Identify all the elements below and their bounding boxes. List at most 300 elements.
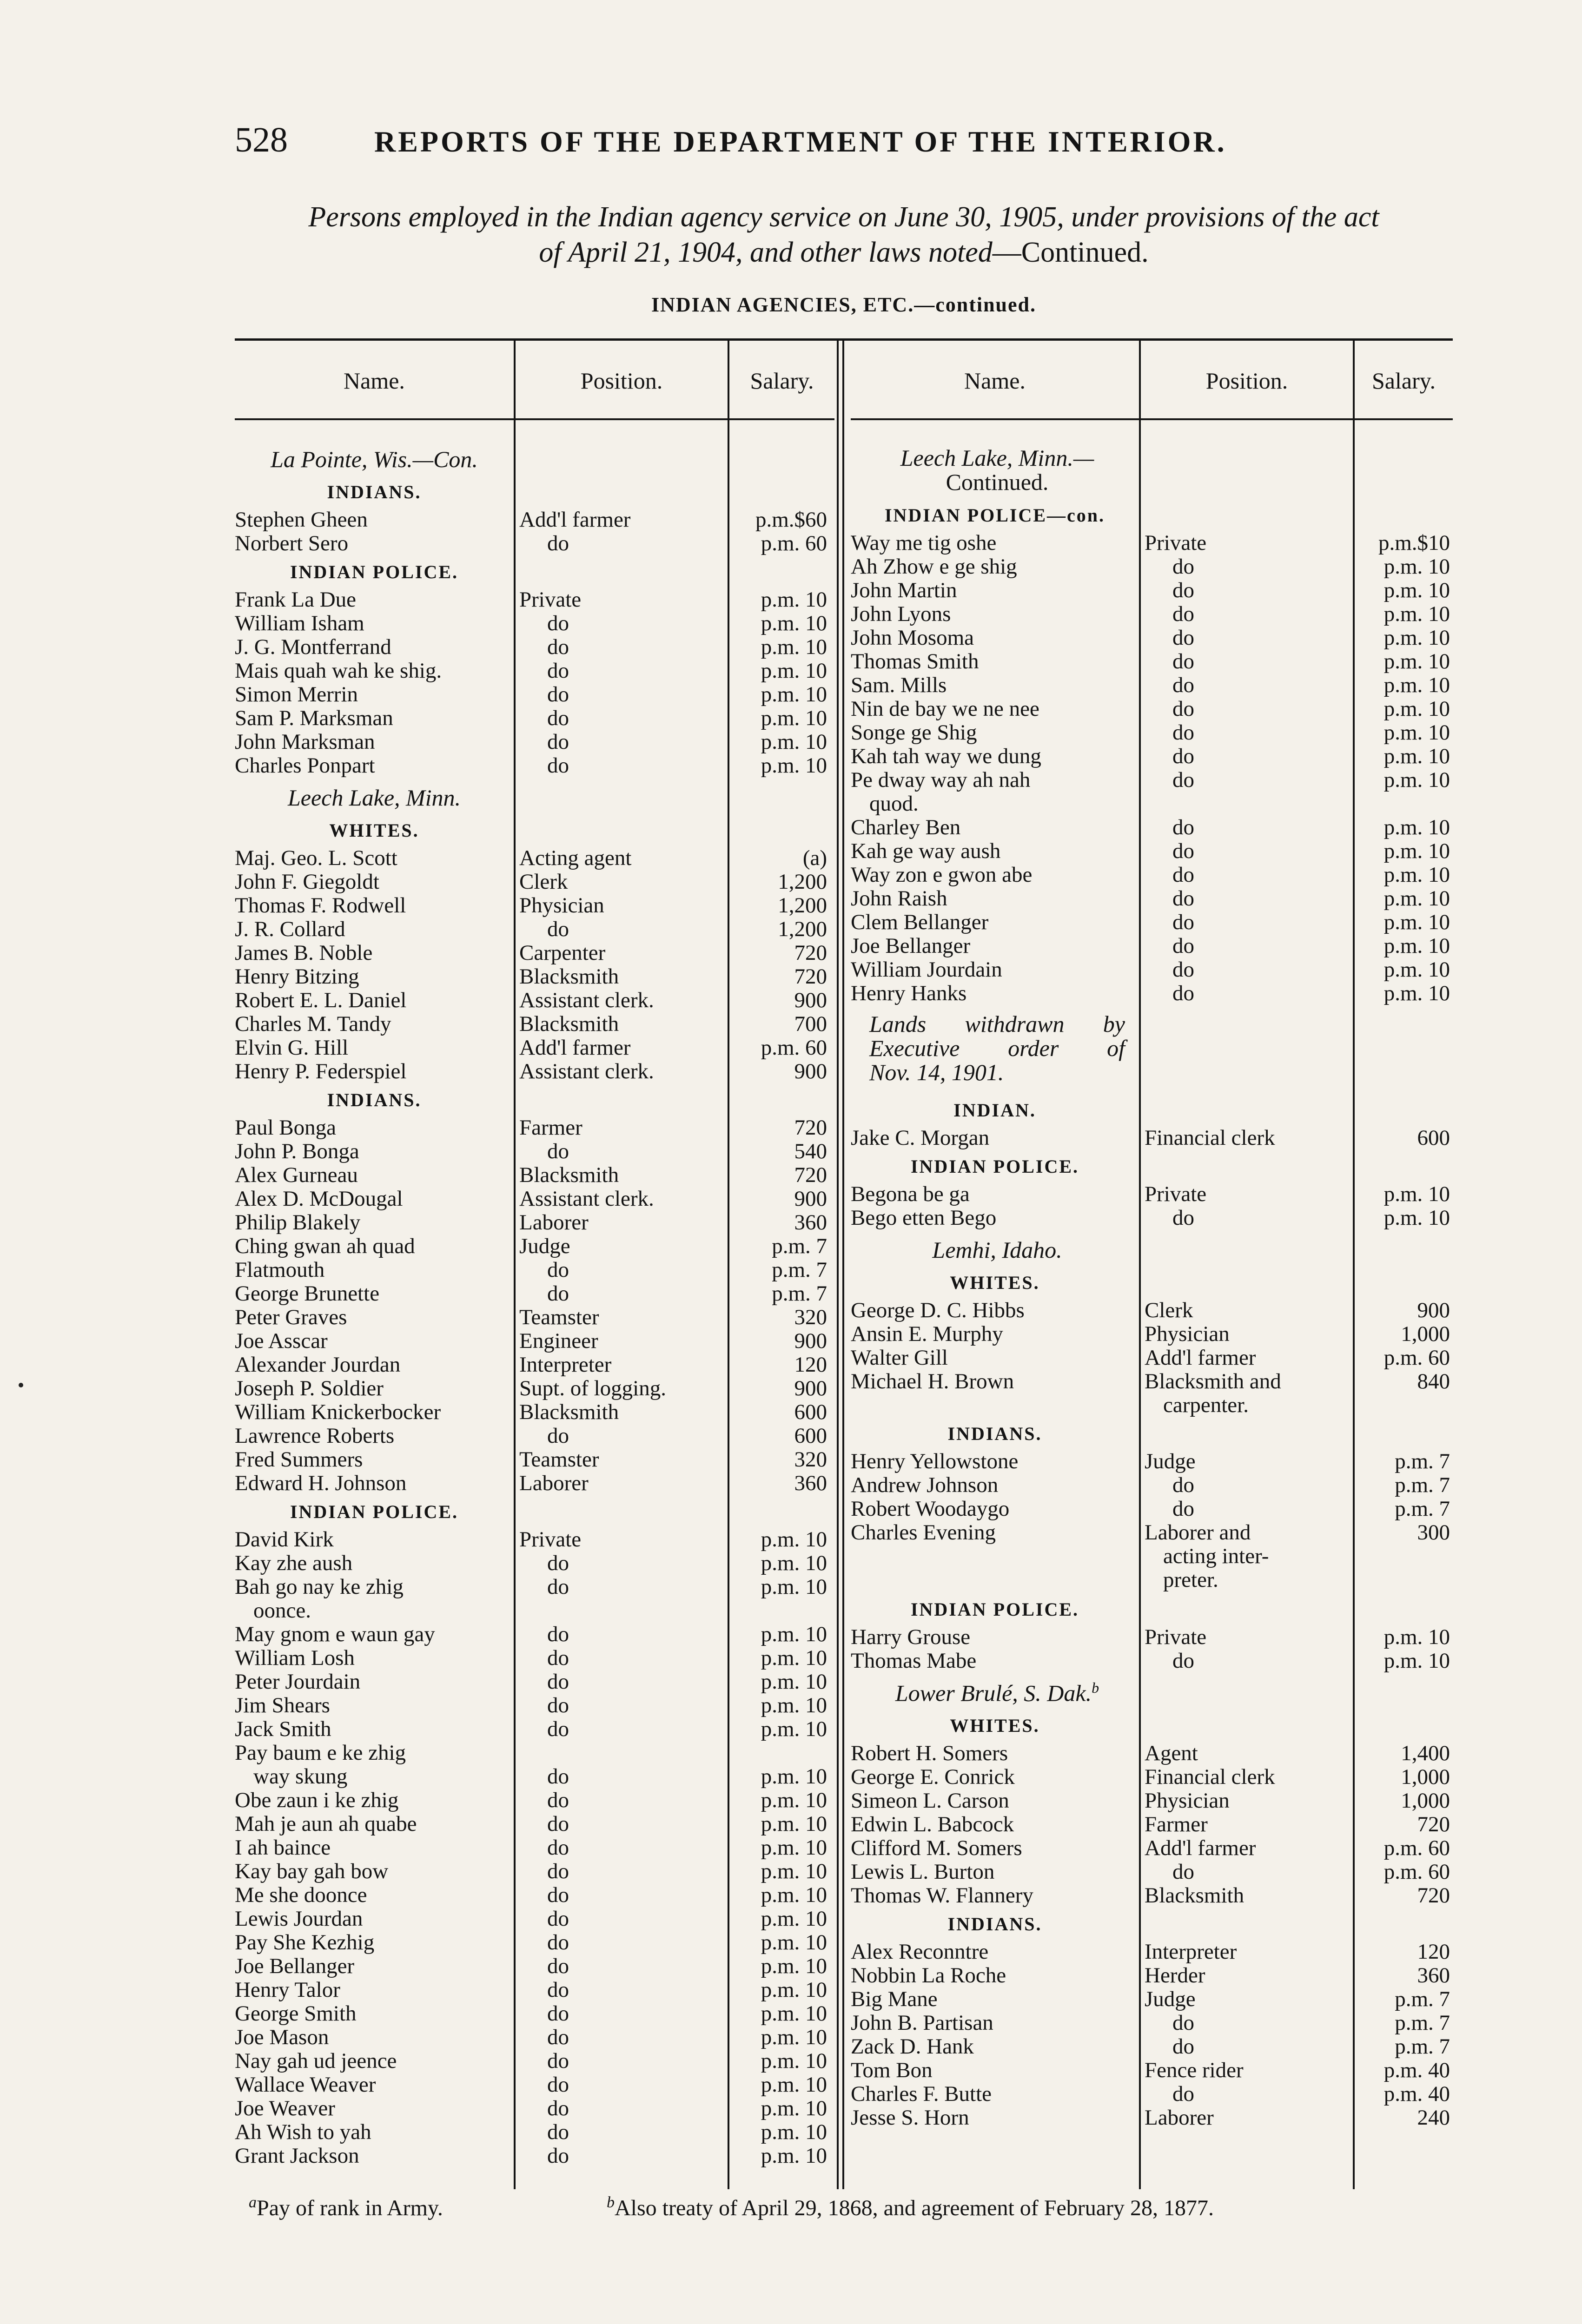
employee-name <box>851 2082 1135 2106</box>
employee-name-line: Ah Wish to yah <box>235 2120 371 2144</box>
table-row <box>851 1450 1453 1473</box>
table-row <box>235 1883 834 1907</box>
salary: p.m. 7 <box>772 1281 827 1306</box>
employee-name-line: Andrew Johnson <box>851 1473 999 1497</box>
table-title <box>235 200 1453 270</box>
salary: p.m. 10 <box>1383 1182 1450 1206</box>
employee-name-line: James B. Noble <box>235 941 373 965</box>
position-line: do <box>547 2144 569 2168</box>
employee-name <box>851 1299 1135 1322</box>
employee-name-line: Robert Woodaygo <box>851 1497 1010 1521</box>
salary: p.m. 7 <box>1395 1449 1450 1473</box>
employee-name <box>235 532 510 555</box>
position <box>1145 555 1349 579</box>
employee-name <box>235 1377 510 1400</box>
employee-name <box>235 1812 510 1836</box>
employee-name <box>235 870 510 894</box>
employee-name <box>851 1450 1135 1473</box>
employee-name-line: Charley Ben <box>851 816 961 839</box>
position <box>1145 839 1349 863</box>
salary: p.m. 10 <box>761 2073 827 2097</box>
position <box>519 508 724 532</box>
position-line: Blacksmith <box>519 1012 619 1036</box>
position-line: do <box>1172 1473 1194 1497</box>
position <box>1145 2106 1349 2130</box>
left-table-half <box>235 339 834 2189</box>
agency-heading <box>235 778 834 814</box>
employee-name-line: Philip Blakely <box>235 1211 361 1235</box>
position <box>519 1187 724 1211</box>
salary: p.m. 10 <box>1383 1649 1450 1673</box>
employee-name-line: Peter Jourdain <box>235 1670 361 1694</box>
table-row <box>851 2059 1453 2082</box>
position-line: do <box>547 1860 569 1883</box>
position-line: Carpenter <box>519 941 606 965</box>
employee-name-line: Kah ge way aush <box>851 839 1001 863</box>
employee-name-line: Thomas W. Flannery <box>851 1884 1033 1908</box>
table-row <box>851 1813 1453 1836</box>
table-row <box>235 612 834 635</box>
employee-name <box>235 1883 510 1907</box>
position-line: do <box>547 659 569 683</box>
table-row <box>851 1299 1453 1322</box>
table-row <box>851 911 1453 934</box>
employee-name <box>851 934 1135 958</box>
salary: 540 <box>794 1139 827 1163</box>
position <box>1145 1860 1349 1884</box>
table-row <box>235 1978 834 2002</box>
position-line: do <box>1172 721 1194 745</box>
table-row <box>235 1552 834 1575</box>
position <box>1145 1987 1349 2011</box>
employee-name-line: Pe dway way ah nah <box>851 768 1031 792</box>
position-line: Laborer and <box>1145 1521 1251 1545</box>
employee-name-line: Pay baum e ke zhig <box>235 1741 406 1765</box>
salary: 120 <box>1417 1940 1450 1964</box>
employee-name-line: Jack Smith <box>235 1717 331 1741</box>
position <box>1145 982 1349 1005</box>
footnote-b-mark: b <box>607 2194 615 2211</box>
salary: p.m. 10 <box>1383 886 1450 911</box>
table-row <box>235 1812 834 1836</box>
employee-name <box>851 1964 1135 1987</box>
salary: p.m. 10 <box>761 2096 827 2120</box>
position <box>1145 1182 1349 1206</box>
position <box>519 1400 724 1424</box>
salary: p.m. 7 <box>1395 1497 1450 1521</box>
table-row <box>851 579 1453 602</box>
employee-name <box>235 989 510 1012</box>
stray-mark <box>19 1383 23 1387</box>
salary: p.m. 10 <box>761 1717 827 1741</box>
employee-name <box>235 1931 510 1954</box>
employee-name-line: Jim Shears <box>235 1694 330 1717</box>
table-row <box>235 1670 834 1694</box>
position-line: Farmer <box>519 1116 582 1140</box>
position <box>519 2026 724 2049</box>
position-line: Supt. of logging. <box>519 1377 666 1400</box>
employee-name-line: Ching gwan ah quad <box>235 1235 415 1258</box>
position-line: do <box>547 612 569 635</box>
agency-heading-text <box>869 446 1125 494</box>
table-row <box>235 1282 834 1306</box>
salary: p.m. 10 <box>1383 697 1450 721</box>
position-line: Teamster <box>519 1448 599 1472</box>
employee-name <box>851 602 1135 626</box>
subsection-heading-text: INDIANS. <box>327 1089 422 1110</box>
employee-name <box>851 1940 1135 1964</box>
employee-name <box>235 1907 510 1931</box>
salary: 1,000 <box>1401 1765 1450 1789</box>
position-line: do <box>547 1789 569 1812</box>
employee-name-line: Kay zhe aush <box>235 1552 353 1575</box>
position-line: Judge <box>1145 1450 1196 1473</box>
employee-name-line: Alex D. McDougal <box>235 1187 403 1211</box>
position-line: do <box>1172 579 1194 602</box>
salary: p.m. 10 <box>1383 1206 1450 1230</box>
employee-name-line: Sam P. Marksman <box>235 706 393 730</box>
employee-name-line: Edwin L. Babcock <box>851 1813 1014 1836</box>
table-row <box>851 1473 1453 1497</box>
employee-name-line: Elvin G. Hill <box>235 1036 349 1060</box>
salary: 1,200 <box>778 917 827 941</box>
salary: p.m. 7 <box>1395 1987 1450 2011</box>
employee-name-line: Nin de bay we ne nee <box>851 697 1039 721</box>
running-head: REPORTS OF THE DEPARTMENT OF THE INTERIOR. <box>374 125 1227 158</box>
table-row <box>851 1765 1453 1789</box>
position <box>519 1646 724 1670</box>
position-line: Financial clerk <box>1145 1765 1275 1789</box>
table-row <box>851 2035 1453 2059</box>
position-line: do <box>547 706 569 730</box>
employee-name-line: J. G. Montferrand <box>235 635 391 659</box>
section-heading: INDIAN AGENCIES, ETC.—continued. <box>651 293 1037 316</box>
employee-name <box>851 1789 1135 1813</box>
employee-name-line: William Losh <box>235 1646 355 1670</box>
salary: p.m. 10 <box>761 1551 827 1575</box>
position <box>1145 1299 1349 1322</box>
employee-name <box>235 2049 510 2073</box>
salary: 240 <box>1417 2106 1450 2130</box>
salary: p.m. 10 <box>761 730 827 754</box>
table-row <box>235 2049 834 2073</box>
salary: 320 <box>794 1305 827 1329</box>
salary: p.m. 10 <box>761 753 827 778</box>
salary: p.m. 10 <box>761 706 827 730</box>
employee-name <box>235 1187 510 1211</box>
position <box>519 1670 724 1694</box>
position <box>1145 673 1349 697</box>
position <box>519 1528 724 1552</box>
employee-name-line: Way zon e gwon abe <box>851 863 1033 887</box>
salary: p.m. 10 <box>761 588 827 612</box>
salary: p.m. 10 <box>1383 578 1450 602</box>
position-line: Financial clerk <box>1145 1126 1275 1150</box>
table-row <box>851 2106 1453 2130</box>
position-line: Interpreter <box>1145 1940 1237 1964</box>
employee-name-line: Clem Bellanger <box>851 911 989 934</box>
position-line: do <box>547 1670 569 1694</box>
employee-name-line: Wallace Weaver <box>235 2073 376 2097</box>
col-head-salary: Salary. <box>1372 368 1436 394</box>
employee-name <box>235 1140 510 1163</box>
salary: 720 <box>1417 1812 1450 1836</box>
position <box>1145 1497 1349 1521</box>
position-line: do <box>1172 745 1194 768</box>
table-row <box>235 1036 834 1060</box>
table-row <box>235 1163 834 1187</box>
position <box>519 1424 724 1448</box>
salary: p.m. 60 <box>761 1036 827 1060</box>
position <box>519 2144 724 2168</box>
salary: p.m. 10 <box>1383 649 1450 673</box>
position-line: Private <box>1145 1182 1207 1206</box>
position <box>1145 1884 1349 1908</box>
position-line: do <box>1172 2035 1194 2059</box>
employee-name <box>851 2059 1135 2082</box>
table-row <box>235 1575 834 1623</box>
employee-name-line: Charles M. Tandy <box>235 1012 391 1036</box>
employee-name <box>235 1717 510 1741</box>
subsection-heading <box>851 1709 1453 1742</box>
salary: p.m. 10 <box>761 1788 827 1812</box>
position <box>519 1954 724 1978</box>
position <box>519 1353 724 1377</box>
employee-name <box>851 768 1135 816</box>
position <box>519 1282 724 1306</box>
table-row <box>235 2144 834 2168</box>
table-row <box>235 1448 834 1472</box>
position-line: Herder <box>1145 1964 1205 1987</box>
employee-name-line: Henry Yellowstone <box>851 1450 1019 1473</box>
subsection-heading <box>235 814 834 846</box>
employee-name <box>851 887 1135 911</box>
position <box>519 1472 724 1495</box>
position-line: do <box>547 1954 569 1978</box>
position <box>519 965 724 989</box>
position <box>519 1836 724 1860</box>
position <box>519 1448 724 1472</box>
salary: p.m. 10 <box>761 1907 827 1931</box>
position-line: do <box>547 730 569 754</box>
position <box>1145 911 1349 934</box>
salary: p.m. 10 <box>761 1859 827 1883</box>
footnote-b-text: Also treaty of April 29, 1868, and agreement of February 28, 1877. <box>615 2196 1214 2220</box>
agency-name: Lemhi, Idaho. <box>932 1237 1062 1263</box>
employee-name <box>851 839 1135 863</box>
salary: p.m. 10 <box>761 1954 827 1978</box>
position <box>1145 745 1349 768</box>
salary: 720 <box>794 1116 827 1140</box>
salary: p.m. 10 <box>1383 981 1450 1005</box>
position-line: Clerk <box>1145 1299 1193 1322</box>
table-row <box>851 1987 1453 2011</box>
employee-name-line: Jake C. Morgan <box>851 1126 990 1150</box>
position <box>1145 1521 1349 1592</box>
table-row <box>235 1646 834 1670</box>
employee-name-line: way skung <box>253 1764 348 1789</box>
position-line: Private <box>519 588 582 612</box>
position-line: do <box>547 1883 569 1907</box>
position <box>1145 1625 1349 1649</box>
position-line: Acting agent <box>519 846 632 870</box>
position-line: do <box>1172 887 1194 911</box>
employee-name <box>851 1813 1135 1836</box>
employee-name <box>851 1322 1135 1346</box>
employee-name <box>851 2011 1135 2035</box>
position <box>519 1163 724 1187</box>
salary: p.m. 10 <box>761 659 827 683</box>
employee-name-line: Grant Jackson <box>235 2144 359 2168</box>
employee-name <box>851 1649 1135 1673</box>
table-row <box>235 2026 834 2049</box>
employee-name <box>235 1060 510 1083</box>
employee-name <box>235 588 510 612</box>
employee-name-line: Big Mane <box>851 1987 938 2011</box>
agency-name-line: Leech Lake, Minn.— <box>900 445 1094 471</box>
salary: p.m. 60 <box>1383 1860 1450 1884</box>
salary: p.m. 10 <box>761 2001 827 2026</box>
table-row <box>235 1012 834 1036</box>
position-line: acting inter- <box>1163 1544 1269 1568</box>
employee-name-line: Mais quah wah ke shig. <box>235 659 442 683</box>
footnote-a-mark: a <box>249 2194 257 2211</box>
employee-name <box>235 754 510 778</box>
position-line: Blacksmith <box>1145 1884 1244 1908</box>
position <box>1145 1940 1349 1964</box>
table-row <box>235 918 834 941</box>
position <box>519 1883 724 1907</box>
employee-name-line: Joe Bellanger <box>851 934 971 958</box>
employee-name <box>235 1860 510 1883</box>
position-line: Judge <box>519 1235 570 1258</box>
table-row <box>235 1140 834 1163</box>
position-line: Agent <box>1145 1742 1198 1765</box>
position <box>519 1116 724 1140</box>
position-line: do <box>547 1907 569 1931</box>
employee-name-line: oonce. <box>253 1598 311 1623</box>
table-row <box>851 1126 1453 1150</box>
position-line: do <box>547 532 569 555</box>
table-row <box>235 754 834 778</box>
position-line: Blacksmith <box>519 1163 619 1187</box>
table-row <box>235 1694 834 1717</box>
position-line: do <box>1172 1649 1194 1673</box>
table-row <box>235 1907 834 1931</box>
salary: p.m. 10 <box>761 2120 827 2144</box>
subsection-heading <box>851 499 1453 531</box>
subsection-heading-text: INDIANS. <box>947 1423 1042 1444</box>
position-line: do <box>547 1836 569 1860</box>
table-row <box>235 1623 834 1646</box>
position <box>1145 934 1349 958</box>
position <box>519 1931 724 1954</box>
employee-name-line: Henry Hanks <box>851 982 967 1005</box>
position-line: do <box>1172 673 1194 697</box>
position <box>519 2120 724 2144</box>
position-line: do <box>547 1552 569 1575</box>
employee-name-line: Joseph P. Soldier <box>235 1377 384 1400</box>
position-line: carpenter. <box>1163 1393 1249 1417</box>
salary: 600 <box>794 1400 827 1424</box>
table-row <box>235 508 834 532</box>
position <box>519 1235 724 1258</box>
table-row <box>851 816 1453 839</box>
position <box>519 612 724 635</box>
salary: 720 <box>794 941 827 965</box>
salary: 600 <box>794 1424 827 1448</box>
employee-name-line: Lawrence Roberts <box>235 1424 395 1448</box>
position-line: do <box>1172 602 1194 626</box>
salary: p.m. 7 <box>772 1258 827 1282</box>
footnote-a-text: Pay of rank in Army. <box>257 2196 443 2220</box>
employee-name-line: Simeon L. Carson <box>851 1789 1009 1813</box>
salary: 900 <box>794 1329 827 1353</box>
employee-name-line: William Knickerbocker <box>235 1400 441 1424</box>
position-line: do <box>547 683 569 706</box>
table-row <box>851 887 1453 911</box>
employee-name <box>851 1884 1135 1908</box>
table-row <box>235 1377 834 1400</box>
position <box>1145 1765 1349 1789</box>
employee-name-line: George Smith <box>235 2002 357 2026</box>
position <box>519 918 724 941</box>
employee-name <box>851 2106 1135 2130</box>
position <box>519 1789 724 1812</box>
employee-name <box>235 965 510 989</box>
employee-name-line: Bego etten Bego <box>851 1206 997 1230</box>
employee-name-line: John Mosoma <box>851 626 974 650</box>
employee-name-line: Alexander Jourdan <box>235 1353 401 1377</box>
subsection-heading-text: INDIANS. <box>947 1914 1042 1934</box>
agency-heading-text <box>869 1236 1125 1263</box>
employee-name <box>851 1987 1135 2011</box>
subsection-heading <box>851 1417 1453 1450</box>
position <box>519 706 724 730</box>
salary: p.m. 40 <box>1383 2058 1450 2082</box>
employee-name <box>235 2120 510 2144</box>
position <box>1145 2011 1349 2035</box>
employee-name <box>851 1497 1135 1521</box>
right-table-half <box>851 339 1453 2189</box>
agency-heading-text <box>235 446 514 473</box>
employee-name <box>851 958 1135 982</box>
position-line: do <box>547 1931 569 1954</box>
employee-name-line: Charles F. Butte <box>851 2082 992 2106</box>
position-line: Blacksmith <box>519 1400 619 1424</box>
position-line: do <box>547 2026 569 2049</box>
employee-name <box>235 1623 510 1646</box>
position-line: Add'l farmer <box>1145 1346 1256 1370</box>
position-line: do <box>547 2049 569 2073</box>
position <box>1145 1813 1349 1836</box>
employee-name <box>235 1836 510 1860</box>
position <box>519 1377 724 1400</box>
position-line: Assistant clerk. <box>519 1060 654 1083</box>
employee-name-line: Robert E. L. Daniel <box>235 989 407 1012</box>
agency-name-line: Nov. 14, 1901. <box>869 1059 1004 1085</box>
position-line: do <box>1172 768 1194 792</box>
position-line: do <box>1172 1860 1194 1884</box>
employee-name-line: Thomas Smith <box>851 650 979 673</box>
position <box>1145 887 1349 911</box>
salary: p.m. 10 <box>761 1978 827 2002</box>
position <box>519 1717 724 1741</box>
employee-name <box>235 1353 510 1377</box>
employee-name-line: John Martin <box>851 579 957 602</box>
employee-name <box>851 1126 1135 1150</box>
salary: 120 <box>794 1353 827 1377</box>
